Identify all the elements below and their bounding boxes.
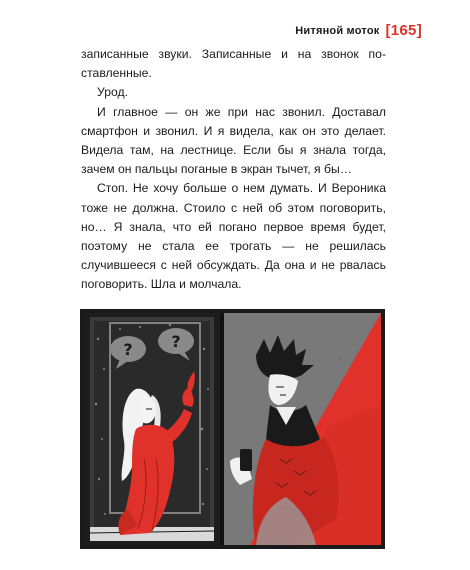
page-number: [165] xyxy=(385,22,422,39)
illustration xyxy=(80,309,385,549)
paragraph-3: И главное — он же при нас звонил. Доставал смартфон и звонил. И я видела, как он это делает. Видела там, на лестнице. Если бы я знала тогда, зачем он пальцы поганые в экран тычет, я бы… xyxy=(81,104,386,177)
paragraph-4: Стоп. Не хочу больше о нем думать. И Вероника тоже не должна. Стоило с ней об этом поговорить, но… Я знала, что ей погано первое время будет, поэтому не стала ее трогать — не решилась случившееся с ней обсуждать. Да она и не рвалась поговорить. Шла и молчала. xyxy=(81,181,386,292)
running-title: Нитяной моток xyxy=(295,24,380,37)
panel-divider xyxy=(220,313,224,545)
paragraph-1: записанные звуки. Записанные и на звонок поставленные. xyxy=(81,47,386,81)
paragraph-2: Урод. xyxy=(97,85,128,100)
bubble-right-glyph: ? xyxy=(171,332,181,351)
right-panel xyxy=(224,313,381,545)
page-header xyxy=(295,22,422,39)
bubble-left-glyph: ? xyxy=(123,340,133,359)
body-text xyxy=(81,45,386,295)
